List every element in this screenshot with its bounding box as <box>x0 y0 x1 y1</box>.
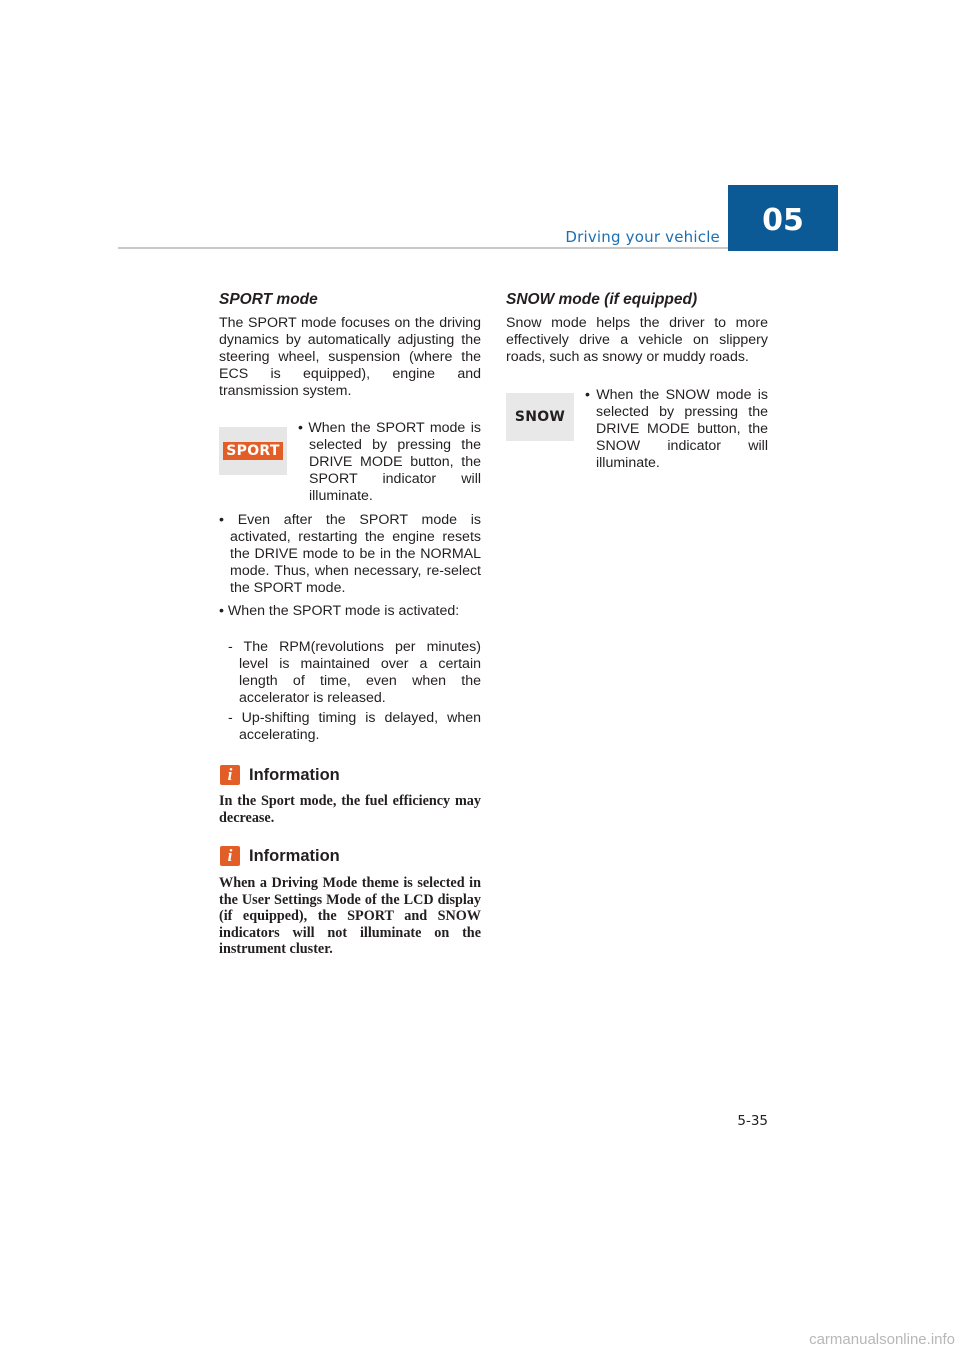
sport-indicator-label: SPORT <box>223 442 282 460</box>
header-section-title: Driving your vehicle <box>565 228 720 246</box>
snow-indicator-note <box>585 387 768 472</box>
dash-rpm: - The RPM(revolutions per minutes) level is maintained over a certain length of time, even when the accelerator is released. <box>228 639 481 706</box>
information-text-2: When a Driving Mode theme is selected in the User Settings Mode of the LCD display (if equipped), the SPORT and SNOW indicators will not illuminate on the instrument cluster. <box>219 875 481 957</box>
snow-indicator-icon <box>506 393 574 441</box>
sport-indicator-icon <box>219 427 287 475</box>
watermark: carmanualsonline.info <box>809 1331 955 1348</box>
header-rule <box>118 247 728 249</box>
bullet-restart-text: • Even after the SPORT mode is activated, restarting the engine resets the DRIVE mode to be in the NORMAL mode. Thus, when necessary, re-select the SPORT mode. <box>219 512 481 596</box>
dash-upshift: - Up-shifting timing is delayed, when accelerating. <box>228 710 481 743</box>
snow-mode-title: SNOW mode (if equipped) <box>506 291 698 308</box>
info-icon: i <box>220 846 240 866</box>
snow-intro-paragraph: Snow mode helps the driver to more effectively drive a vehicle on slippery roads, such as snowy or muddy roads. <box>506 315 768 365</box>
information-label-2: Information <box>249 846 340 865</box>
info-icon: i <box>220 765 240 785</box>
information-text-1: In the Sport mode, the fuel efficiency may decrease. <box>219 793 481 826</box>
information-label-1: Information <box>249 765 340 784</box>
sport-mode-title: SPORT mode <box>219 291 318 308</box>
sport-intro-paragraph: The SPORT mode focuses on the driving dynamics by automatically adjusting the steering wheel, suspension (where the ECS is equipped), engine and transmission system. <box>219 315 481 399</box>
bullet-activated-text: • When the SPORT mode is activated: <box>219 603 460 619</box>
sport-indicator-note <box>298 420 481 505</box>
page-number: 5-35 <box>737 1113 768 1129</box>
information-heading-1 <box>220 765 340 785</box>
bullet-activated <box>219 603 481 620</box>
bullet-restart <box>219 512 481 597</box>
information-heading-2 <box>220 846 340 866</box>
chapter-tab: 05 <box>728 185 838 251</box>
sport-indicator-text: • When the SPORT mode is selected by pressing the DRIVE MODE button, the SPORT indicator will illuminate. <box>298 420 481 504</box>
snow-indicator-text: • When the SNOW mode is selected by pressing the DRIVE MODE button, the SNOW indicator will illuminate. <box>585 387 768 471</box>
snow-indicator-label: SNOW <box>514 409 566 425</box>
